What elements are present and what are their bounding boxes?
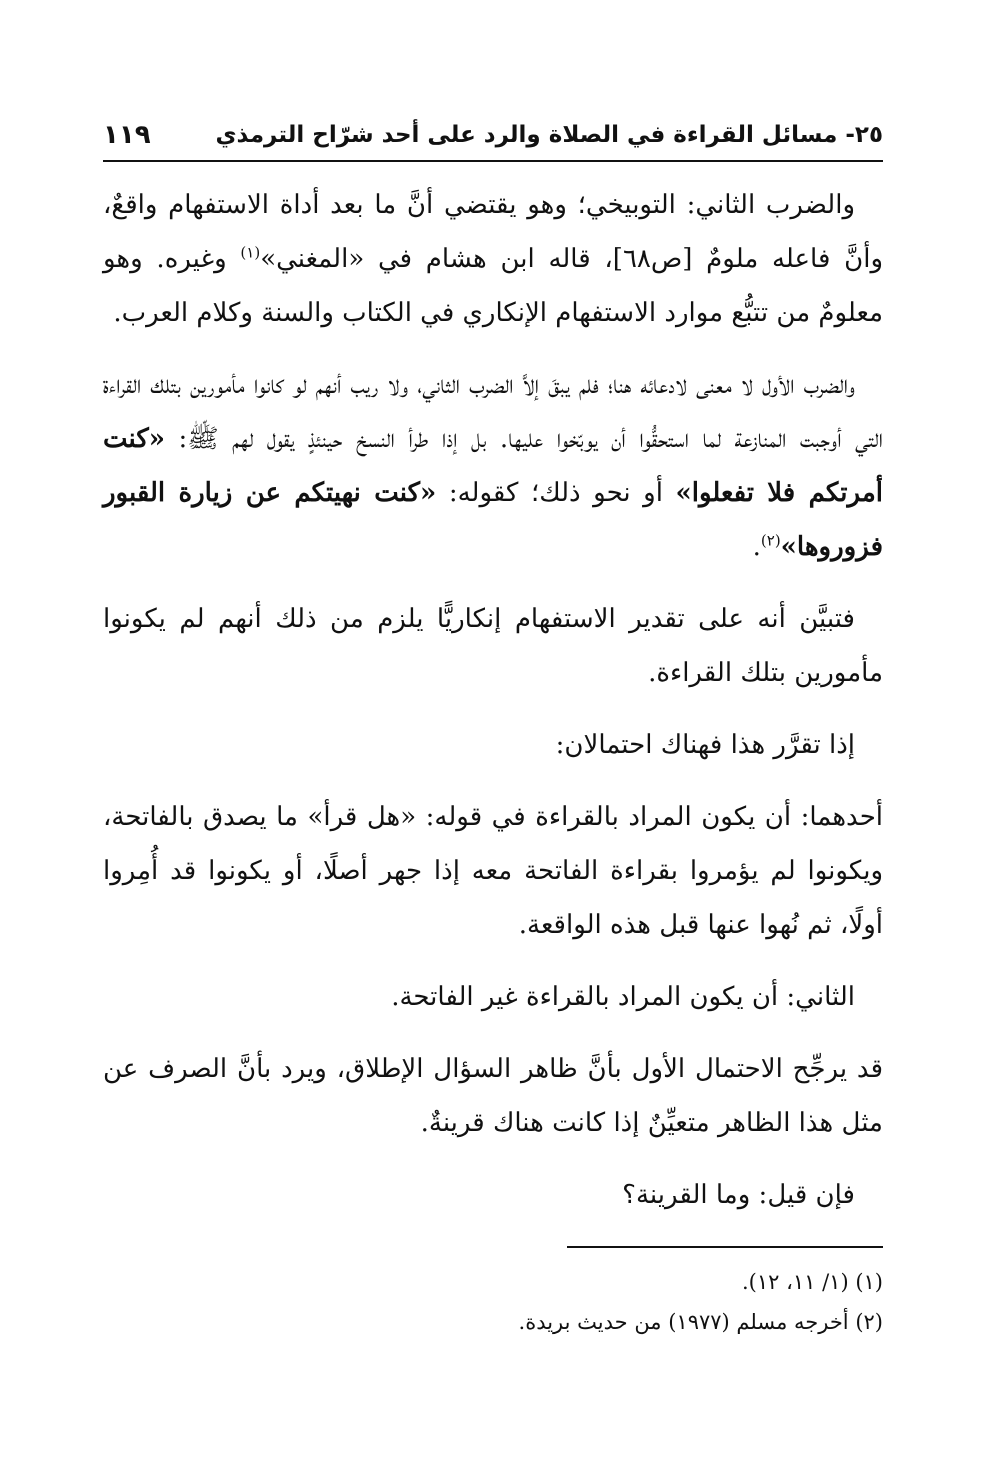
header-rule [103,160,883,162]
footnotes [103,1262,883,1342]
page-number: ١١٩ [103,120,151,150]
paragraph-1 [103,178,883,340]
hadith-quote-1: «كنت أمرتكم فلا تفعلوا» [103,424,883,508]
paragraph-2-text-b: أو نحو ذلك؛ كقوله: [436,478,676,508]
paragraph-2-text-c: . [752,532,761,562]
paragraph-1-text-a: والضرب الثاني: التوبيخي؛ وهو يقتضي أنَّ ما بعد أداة الاستفهام واقعٌ، وأنَّ فاعله ملومٌ [ص٦٨]، قاله ابن هشام في «المغني» [103,190,883,274]
paragraph-3: فتبيَّن أنه على تقدير الاستفهام إنكاريًّا يلزم من ذلك أنهم لم يكونوا مأمورين بتلك القراءة. [103,604,883,688]
running-title: ٢٥- مسائل القراءة في الصلاة والرد على أحد شرّاح الترمذي [215,122,883,148]
paragraph-5: أحدهما: أن يكون المراد بالقراءة في قوله: «هل قرأ» ما يصدق بالفاتحة، ويكونوا لم يؤمروا بقراءة الفاتحة معه إذا جهر أصلًا، أو يكونوا قد أُمِروا أولًا، ثم نُهوا عنها قبل هذه الواقعة. [103,802,883,940]
footnote-separator [567,1246,883,1248]
paragraph-1-text-b: وغيره. وهو معلومٌ من تتبُّع موارد الاستفهام الإنكاري في الكتاب والسنة وكلام العرب. [103,244,883,328]
paragraph-2 [103,358,883,574]
hadith-quote-2: «كنت نهيتكم عن زيارة القبور فزوروها» [103,478,883,562]
footnote-ref-1: (١) [240,243,261,262]
paragraph-6: الثاني: أن يكون المراد بالقراءة غير الفاتحة. [391,982,855,1012]
paragraph-8: فإن قيل: وما القرينة؟ [622,1180,855,1210]
page-header [103,118,883,162]
paragraph-7: قد يرجِّح الاحتمال الأول بأنَّ ظاهر السؤال الإطلاق، ويرد بأنَّ الصرف عن مثل هذا الظاهر متعيِّنٌ إذا كانت هناك قرينةٌ. [103,1054,883,1138]
footnote-1: (١) (١/ ١١، ١٢). [741,1270,883,1294]
footnote-2: (٢) أخرجه مسلم (١٩٧٧) من حديث بريدة. [518,1310,883,1334]
paragraph-2-text-a: والضرب الأول لا معنى لادعائه هنا؛ فلم يبقَ إلاَّ الضرب الثاني، ولا ريب أنهم لو كانوا مأمورين بتلك القراءة التي أوجبت المنازعة لما استحقُّوا أن يوبّخوا عليها. بل إذا طرأ النسخ حينئذٍ يقول لهم ﷺ: [103,370,883,454]
body-text [103,178,883,1240]
footnote-ref-2: (٢) [760,531,781,550]
paragraph-4: إذا تقرَّر هذا فهناك احتمالان: [555,730,855,760]
